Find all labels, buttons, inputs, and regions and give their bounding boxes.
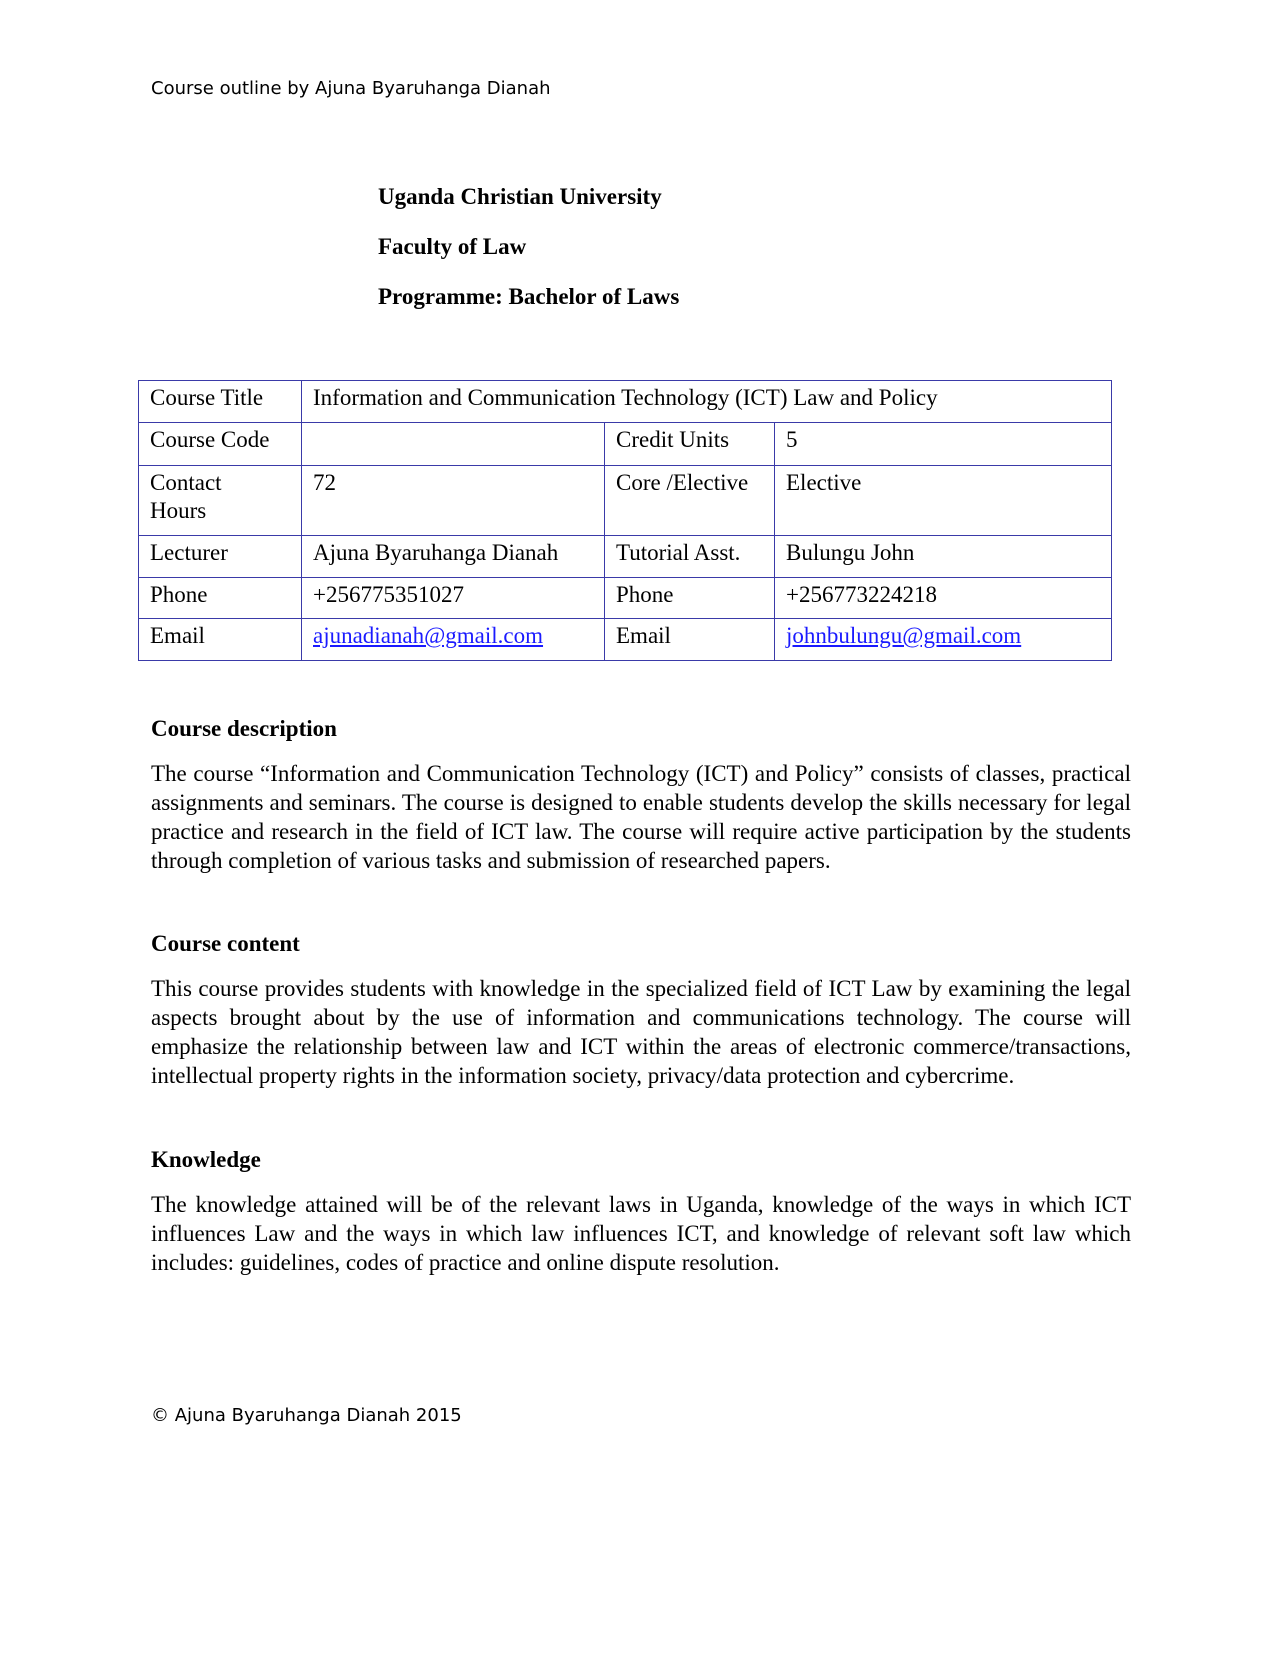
section-heading: Course content bbox=[151, 931, 300, 956]
credit-units: 5 bbox=[775, 423, 1112, 466]
lecturer-phone: +256775351027 bbox=[302, 578, 605, 619]
course-code bbox=[302, 423, 605, 466]
knowledge-section bbox=[151, 1147, 1131, 1277]
faculty-title: Faculty of Law bbox=[378, 234, 527, 259]
course-info-table bbox=[138, 380, 1112, 661]
section-heading: Knowledge bbox=[151, 1147, 261, 1172]
lecturer: Ajuna Byaruhanga Dianah bbox=[302, 536, 605, 578]
page-header: Course outline by Ajuna Byaruhanga Dianah bbox=[151, 78, 551, 99]
label: Phone bbox=[139, 578, 302, 619]
label: Email bbox=[139, 619, 302, 661]
course-title: Information and Communication Technology (ICT) Law and Policy bbox=[302, 381, 1112, 423]
label: Core /Elective bbox=[605, 466, 775, 536]
core-elective: Elective bbox=[775, 466, 1112, 536]
section-body: The course “Information and Communication Technology (ICT) and Policy” consists of classes, practical assignments and seminars. The course is designed to enable students develop the skills necessary for legal practice and research in the field of ICT law. The course will require active participation by the students through completion of various tasks and submission of researched papers. bbox=[151, 761, 1131, 873]
course-description-section bbox=[151, 716, 1131, 875]
label: Contact Hours bbox=[139, 466, 302, 536]
label: Lecturer bbox=[139, 536, 302, 578]
tutorial-email-link[interactable]: johnbulungu@gmail.com bbox=[786, 623, 1022, 648]
university-title: Uganda Christian University bbox=[378, 184, 662, 209]
label: Email bbox=[605, 619, 775, 661]
tutorial-phone: +256773224218 bbox=[775, 578, 1112, 619]
section-body: The knowledge attained will be of the relevant laws in Uganda, knowledge of the ways in which ICT influences Law and the ways in which law influences ICT, and knowledge of relevant soft law which includes: guidelines, codes of practice and online dispute resolution. bbox=[151, 1192, 1131, 1275]
contact-hours: 72 bbox=[302, 466, 605, 536]
label: Tutorial Asst. bbox=[605, 536, 775, 578]
label: Credit Units bbox=[605, 423, 775, 466]
label: Course Title bbox=[139, 381, 302, 423]
lecturer-email-link[interactable]: ajunadianah@gmail.com bbox=[313, 623, 544, 648]
page-footer: © Ajuna Byaruhanga Dianah 2015 bbox=[151, 1405, 462, 1426]
label: Phone bbox=[605, 578, 775, 619]
section-heading: Course description bbox=[151, 716, 337, 741]
programme-title: Programme: Bachelor of Laws bbox=[378, 284, 680, 309]
tutorial-assistant: Bulungu John bbox=[775, 536, 1112, 578]
label: Course Code bbox=[139, 423, 302, 466]
section-body: This course provides students with knowledge in the specialized field of ICT Law by examining the legal aspects brought about by the use of information and communications technology. The course will emphasize the relationship between law and ICT within the areas of electronic commerce/transactions, intellectual property rights in the information society, privacy/data protection and cybercrime. bbox=[151, 976, 1131, 1088]
course-content-section bbox=[151, 931, 1131, 1090]
